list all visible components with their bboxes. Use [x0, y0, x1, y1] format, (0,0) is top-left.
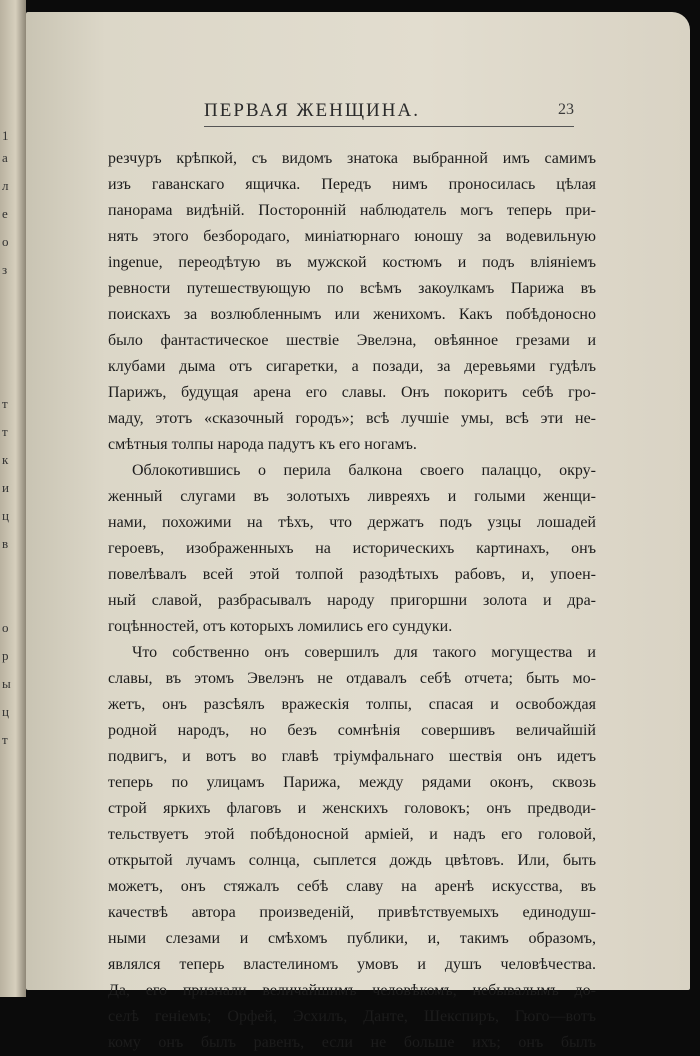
text-line: нять этого безбородаго, миніатюрнаго юношу за водевильную	[108, 228, 596, 245]
text-line: нами, похожими на тѣхъ, что держатъ подъ узцы лошадей	[108, 514, 596, 531]
text-line: ingenue, переодѣтую въ мужской костюмъ и подъ вліяніемъ	[108, 254, 596, 271]
adjacent-page-edge	[0, 0, 26, 997]
adjacent-page-fragment: о	[2, 620, 9, 635]
header-rule	[204, 126, 574, 127]
text-line: повелѣвалъ всей этой толпой разодѣтыхъ рабовъ, и, упоен-	[108, 566, 596, 583]
running-header	[204, 100, 574, 130]
text-line: селѣ геніемъ; Орфей, Эсхилъ, Данте, Шекспиръ, Гюго—вотъ	[108, 1008, 596, 1025]
text-line: ревности путешествующую по всѣмъ закоулкамъ Парижа въ	[108, 280, 596, 297]
text-line: Да, его признали величайшимъ человѣкомъ, небывалымъ до-	[108, 982, 596, 999]
adjacent-page-fragment: о	[2, 234, 9, 249]
text-line: качествѣ автора произведеній, привѣтствуемыхъ единодуш-	[108, 904, 596, 921]
adjacent-page-fragment: з	[2, 262, 8, 277]
adjacent-page-fragment: и	[2, 480, 9, 495]
adjacent-page-fragment: 1	[2, 128, 9, 143]
text-line: строй яркихъ флаговъ и женскихъ головокъ; онъ предводи-	[108, 800, 596, 817]
adjacent-page-fragment: р	[2, 648, 9, 663]
text-line: ными слезами и смѣхомъ публики, и, такимъ образомъ,	[108, 930, 596, 947]
text-line: ный славой, разбрасывалъ народу пригоршни золота и дра-	[108, 592, 596, 609]
text-line: смѣтныя толпы народа падутъ къ его ногамъ.	[108, 436, 417, 453]
adjacent-page-fragment: л	[2, 178, 9, 193]
text-line: подвигъ, и вотъ во главѣ тріумфальнаго шествія онъ идетъ	[108, 748, 596, 765]
text-line: панорама видѣній. Посторонній наблюдатель могъ теперь при-	[108, 202, 596, 219]
running-title: ПЕРВАЯ ЖЕНЩИНА.	[204, 100, 420, 121]
adjacent-page-fragment: е	[2, 206, 8, 221]
text-line: славы, въ этомъ Эвелэнъ не отдавалъ себѣ отчета; быть мо-	[108, 670, 596, 687]
text-line: женный слугами въ золотыхъ ливреяхъ и голыми женщи-	[108, 488, 596, 505]
text-line: было фантастическое шествіе Эвелэна, овѣянное грезами и	[108, 332, 596, 349]
text-line: можетъ, онъ стяжалъ себѣ славу на аренѣ искусства, въ	[108, 878, 596, 895]
text-line: гоцѣнностей, отъ которыхъ ломились его сундуки.	[108, 618, 453, 635]
adjacent-page-fragment: т	[2, 732, 8, 747]
text-line: Что собственно онъ совершилъ для такого могущества и	[132, 644, 596, 661]
text-line: открытой лучамъ солнца, сыплется дождь цвѣтовъ. Или, быть	[108, 852, 596, 869]
text-line: маду, этотъ «сказочный городъ»; всѣ лучшіе умы, всѣ эти не-	[108, 410, 596, 427]
text-line: являлся теперь властелиномъ умовъ и душъ человѣчества.	[108, 956, 596, 973]
book-page	[26, 12, 690, 1051]
adjacent-page-fragment: ц	[2, 508, 9, 523]
text-line: Облокотившись о перила балкона своего палаццо, окру-	[132, 462, 596, 479]
adjacent-page-fragment: т	[2, 424, 8, 439]
page-number: 23	[558, 101, 574, 118]
adjacent-page-fragment: к	[2, 452, 9, 467]
adjacent-page-fragment: ы	[2, 676, 11, 691]
text-line: клубами дыма отъ сигаретки, а позади, за деревьями гудѣлъ	[108, 358, 596, 375]
text-line: резчуръ крѣпкой, съ видомъ знатока выбранной имъ самимъ	[108, 150, 596, 167]
text-line: кому онъ былъ равенъ, если не больше ихъ; онъ былъ	[108, 1034, 596, 1051]
text-line: родной народъ, но безъ сомнѣнія совершивъ величайшій	[108, 722, 596, 739]
text-line: изъ гаванскаго ящичка. Передъ нимъ проносилась цѣлая	[108, 176, 596, 193]
text-line: поискахъ за возлюбленнымъ или женихомъ. Какъ побѣдоносно	[108, 306, 596, 323]
text-line: Парижъ, будущая арена его славы. Онъ покоритъ себѣ гро-	[108, 384, 596, 401]
adjacent-page-fragment: в	[2, 536, 9, 551]
adjacent-page-fragment: ц	[2, 704, 9, 719]
text-line: тельствуетъ этой побѣдоносной арміей, и надъ его головой,	[108, 826, 596, 843]
adjacent-page-fragment: т	[2, 396, 8, 411]
page-body	[108, 146, 596, 1056]
adjacent-page-fragment: a	[2, 150, 8, 165]
text-line: теперь по улицамъ Парижа, между рядами оконъ, сквозь	[108, 774, 596, 791]
text-line: жетъ, онъ разсѣялъ вражескія толпы, спасая и освобождая	[108, 696, 596, 713]
text-line: героевъ, изображенныхъ на историческихъ картинахъ, онъ	[108, 540, 596, 557]
